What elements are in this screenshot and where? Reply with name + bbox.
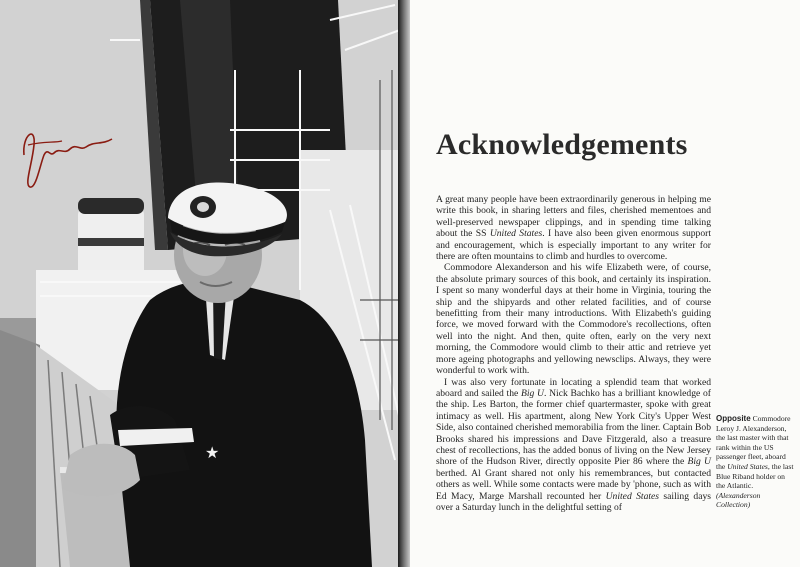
photo-caption [716, 414, 794, 510]
page-title: Acknowledgements [436, 128, 688, 161]
paragraph: A great many people have been extraordinarily generous in helping me write this book, in sharing letters and files, cherished mementoes and well-preserved newspaper clippings, and in spending time talking about the SS United States. I have also been given enormous support and encouragement, which is especially important to any writer for there are often mountains to climb and hurdles to overcome. [436, 194, 711, 263]
svg-text:★: ★ [205, 443, 220, 462]
acknowledgements-body [436, 194, 711, 513]
paragraph: Commodore Alexanderson and his wife Elizabeth were, of course, the absolute primary sources of this book, and certainly its inspiration. I spent so many wonderful days at their home in Virginia, touring the ship and the shipyards and other related facilities, and of course benefitting from their many introductions. With Elizabeth's guiding force, we moved forward with the Commodore's recollections, often well into the night. And then, quite often, early on the very next morning, the Commodore would climb to their attic and retrieve yet more ageing photographs and yellowing newsclips. Always, they were wonderful to work with. [436, 262, 711, 377]
caption-text: Commodore Leroy J. Alexanderson, the last master with that rank within the US passenger fleet, aboard the United States, the last Blue Riband holder on the Atlantic. (Alexanderson Collection) [716, 414, 794, 510]
paragraph: I was also very fortunate in locating a splendid team that worked aboard and sailed the Big U. Nick Bachko has a brilliant knowledge of the ship. Les Barton, the former chief quartermaster, spoke with great intimacy as well. His apartment, along New York City's Upper West Side, also contained cherished memorabilia from the liner. Captain Bob Brooks shared his impressions and Dave Fitzgerald, also a treasure chest of recollections, has the added bonus of living on the New Jersey shore of the Hudson River, directly opposite Pier 86 where the Big U berthed. Al Grant shared not only his remembrances, but contacted others as well. While some contacts were made by 'phone, such as with Ed Macy, Marge Marshall recounted her United States sailing days over a Saturday lunch in the delightful setting of [436, 376, 712, 513]
signature [14, 115, 134, 195]
text-page [410, 0, 800, 567]
caption-label: Opposite [716, 414, 751, 423]
